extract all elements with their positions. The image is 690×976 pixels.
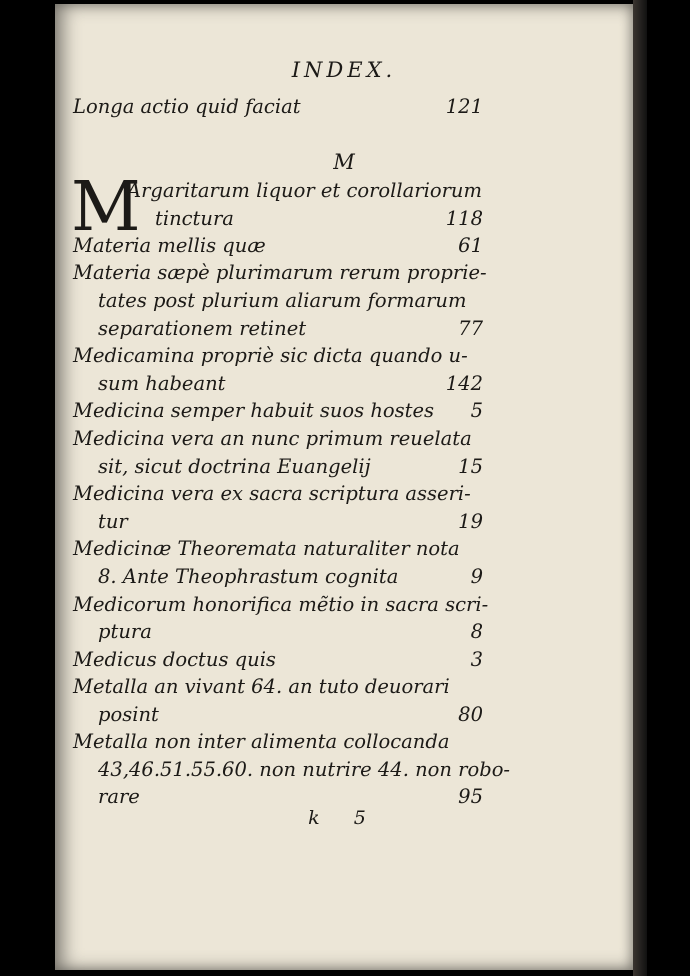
index-entry: tur 19 — [98, 510, 483, 533]
index-entry: Medicinæ Theoremata naturaliter nota — [73, 537, 460, 560]
index-entry-top: Longa actio quid faciat 121 — [73, 95, 483, 118]
index-entry: Medicorum honorifica mẽtio in sacra scri- — [73, 593, 489, 616]
index-entry: Argaritarum liquor et corollariorum — [127, 179, 482, 202]
index-entry: 43,46.51.55.60. non nutrire 44. non robo- — [98, 758, 511, 781]
index-entry: tinctura 118 — [155, 207, 483, 230]
section-letter: M — [333, 150, 355, 174]
index-entry: sum habeant 142 — [98, 372, 483, 395]
book-edge — [633, 0, 647, 976]
index-entry: Medicamina propriè sic dicta quando u- — [73, 344, 468, 367]
book-page — [55, 4, 633, 970]
index-entry: separationem retinet 77 — [98, 317, 483, 340]
index-entry: Materia sæpè plurimarum rerum proprie- — [73, 261, 487, 284]
page-header: INDEX. — [291, 58, 397, 82]
index-entry: rare 95 — [98, 785, 483, 808]
index-entry: Materia mellis quæ 61 — [73, 234, 483, 257]
signature-mark: k 5 — [308, 807, 380, 829]
index-entry: Medicus doctus quis 3 — [73, 648, 483, 671]
index-entry: Medicina vera an nunc primum reuelata — [73, 427, 472, 450]
index-entry: posint 80 — [98, 703, 483, 726]
index-entry: sit, sicut doctrina Euangelij 15 — [98, 455, 483, 478]
index-entry: Metalla an vivant 64. an tuto deuorari — [73, 675, 450, 698]
drop-cap: M — [71, 168, 141, 247]
index-entry: tates post plurium aliarum formarum — [98, 289, 467, 312]
index-entry: 8. Ante Theophrastum cognita 9 — [98, 565, 483, 588]
index-entry: ptura 8 — [98, 620, 483, 643]
index-entry: Metalla non inter alimenta collocanda — [73, 730, 450, 753]
index-entry: Medicina semper habuit suos hostes 5 — [73, 399, 483, 422]
index-entry: Medicina vera ex sacra scriptura asseri- — [73, 482, 471, 505]
